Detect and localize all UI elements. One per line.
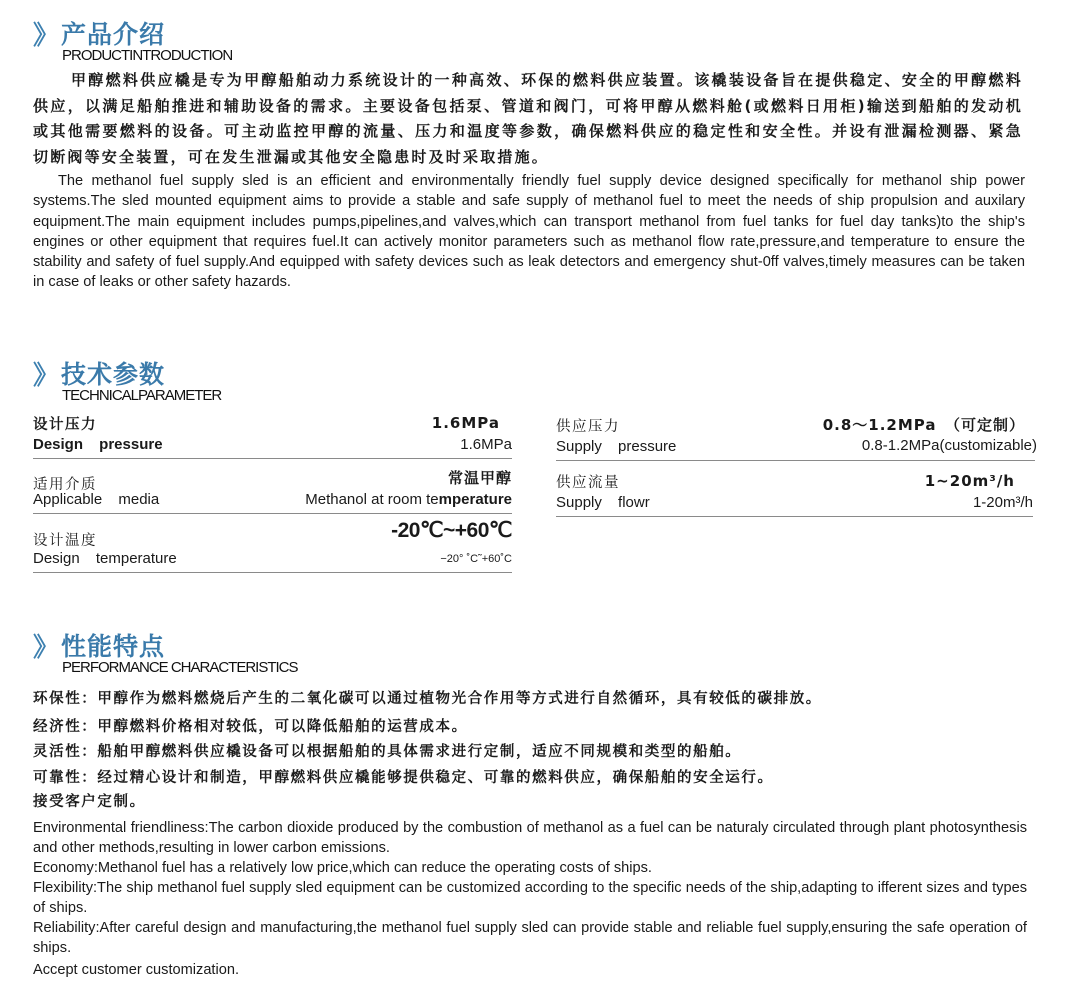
section-title-cn: 产品介绍 <box>61 21 166 49</box>
param-label-en: Supply pressure <box>556 438 677 455</box>
param-label-cn: 适用介质 <box>33 477 97 493</box>
param-label-en: Applicable media <box>33 491 160 508</box>
param-value-en-part-bold: mperature <box>438 491 512 508</box>
feature-item-en: Economy:Methanol fuel has a relatively low price,which can reduce the operating costs of ships. <box>33 860 652 876</box>
param-value-cn: 0.8～1.2MPa （可定制） <box>822 416 1025 434</box>
param-value-en: 1.6MPa <box>460 436 512 453</box>
param-value-en: 0.8-1.2MPa(customizable) <box>861 437 1037 454</box>
double-chevron-icon: 》 <box>33 21 60 51</box>
param-label-en: Supply flowr <box>556 494 650 511</box>
section-title-cn: 性能特点 <box>61 633 166 661</box>
param-value-en <box>305 491 512 509</box>
param-design-pressure <box>33 414 512 459</box>
intro-paragraph-cn: 甲醇燃料供应橇是专为甲醇船舶动力系统设计的一种高效、环保的燃料供应装置。该橇装设备旨在提供稳定、安全的甲醇燃料供应，以满足船舶推进和辅助设备的需求。主要设备包括泵、管道和阀门，可将甲醇从燃料舱(或燃料日用柜)输送到船舶的发动机或其他需要燃料的设备。可主动监控甲醇的流量、压力和温度等参数，确保燃料供应的稳定性和安全性。并设有泄漏检测器、紧急切断阀等安全装置，可在发生泄漏或其他安全隐患时及时采取措施。 <box>33 71 1023 166</box>
param-label-cn: 设计压力 <box>33 417 97 433</box>
param-value-cn: 1.6MPa <box>431 414 500 432</box>
param-value-cn: 常温甲醇 <box>447 469 512 487</box>
param-value-cn: 1~20m³/h <box>924 472 1015 490</box>
param-label-cn: 供应压力 <box>556 419 620 435</box>
section-title-en: TECHNICALPARAMETER <box>62 387 222 404</box>
feature-item-en: Reliability:After careful design and manufacturing,the methanol fuel supply sled can provide stable and reliable fuel supply,ensuring the safe operation of ships. <box>33 920 1027 956</box>
section-title-en: PRODUCTINTRODUCTION <box>62 47 233 64</box>
param-design-temperature <box>33 519 512 573</box>
param-label-cn: 供应流量 <box>556 475 620 491</box>
feature-list-en <box>33 818 1027 980</box>
param-value-cn: -20℃~+60℃ <box>391 519 512 542</box>
feature-item-cn: 灵活性：船舶甲醇燃料供应橇设备可以根据船舶的具体需求进行定制，适应不同规模和类型的船舶。 <box>33 744 742 760</box>
param-value-en: 1-20m³/h <box>972 494 1033 511</box>
feature-item-cn: 接受客户定制。 <box>33 794 146 810</box>
param-label-en: Design temperature <box>33 550 177 567</box>
feature-item-cn: 经济性：甲醇燃料价格相对较低，可以降低船舶的运营成本。 <box>33 719 468 735</box>
feature-item-cn: 可靠性：经过精心设计和制造，甲醇燃料供应橇能够提供稳定、可靠的燃料供应，确保船舶的安全运行。 <box>33 770 774 786</box>
section-title-cn: 技术参数 <box>61 361 166 389</box>
feature-item-en: Environmental friendliness:The carbon dioxide produced by the combustion of methanol as a fuel can be naturaly circulated through plant photosynthesis and other methods,resulting in lower carbon emissions. <box>33 820 1027 856</box>
double-chevron-icon: 》 <box>33 361 60 391</box>
param-supply-pressure <box>556 416 1035 461</box>
param-supply-flow <box>556 472 1033 517</box>
param-value-en-part: Methanol at room te <box>305 491 439 508</box>
param-label-en: Design pressure <box>33 436 163 453</box>
double-chevron-icon: 》 <box>33 633 60 663</box>
feature-item-cn: 环保性：甲醇作为燃料燃烧后产生的二氧化碳可以通过植物光合作用等方式进行自然循环，具有较低的碳排放。 <box>33 691 822 707</box>
section-title-en: PERFORMANCE CHARACTERISTICS <box>62 659 298 676</box>
param-label-cn: 设计温度 <box>33 533 97 549</box>
feature-item-en: Flexibility:The ship methanol fuel supply sled equipment can be customized according to the specific needs of the ship,adapting to ifferent sizes and types of ships. <box>33 880 1027 916</box>
param-applicable-media <box>33 469 512 514</box>
intro-paragraph-en: The methanol fuel supply sled is an efficient and environmentally friendly fuel supply device designed specifically for methanol ship power systems.The sled mounted equipment aims to provide a stable and safe supply of methanol fuel to meet the needs of ship propulsion and auxilary equipment.The main equipment includes pumps,pipelines,and valves,which can transport methanol from fuel tanks for fuel day tanks)to the ship's engines or other equipment that requires fuel.It can actively monitor parameters such as methanol flow rate,pressure,and temperature to ensure the stability and safety of fuel supply.And equipped with safety devices such as leak detectors and emergency shut-0ff valves,timely measures can be taken in case of leaks or other safety hazards. <box>33 173 1025 291</box>
feature-item-en: Accept customer customization. <box>33 962 240 978</box>
param-value-en: −20° ˚C˜+60˚C <box>440 553 512 565</box>
